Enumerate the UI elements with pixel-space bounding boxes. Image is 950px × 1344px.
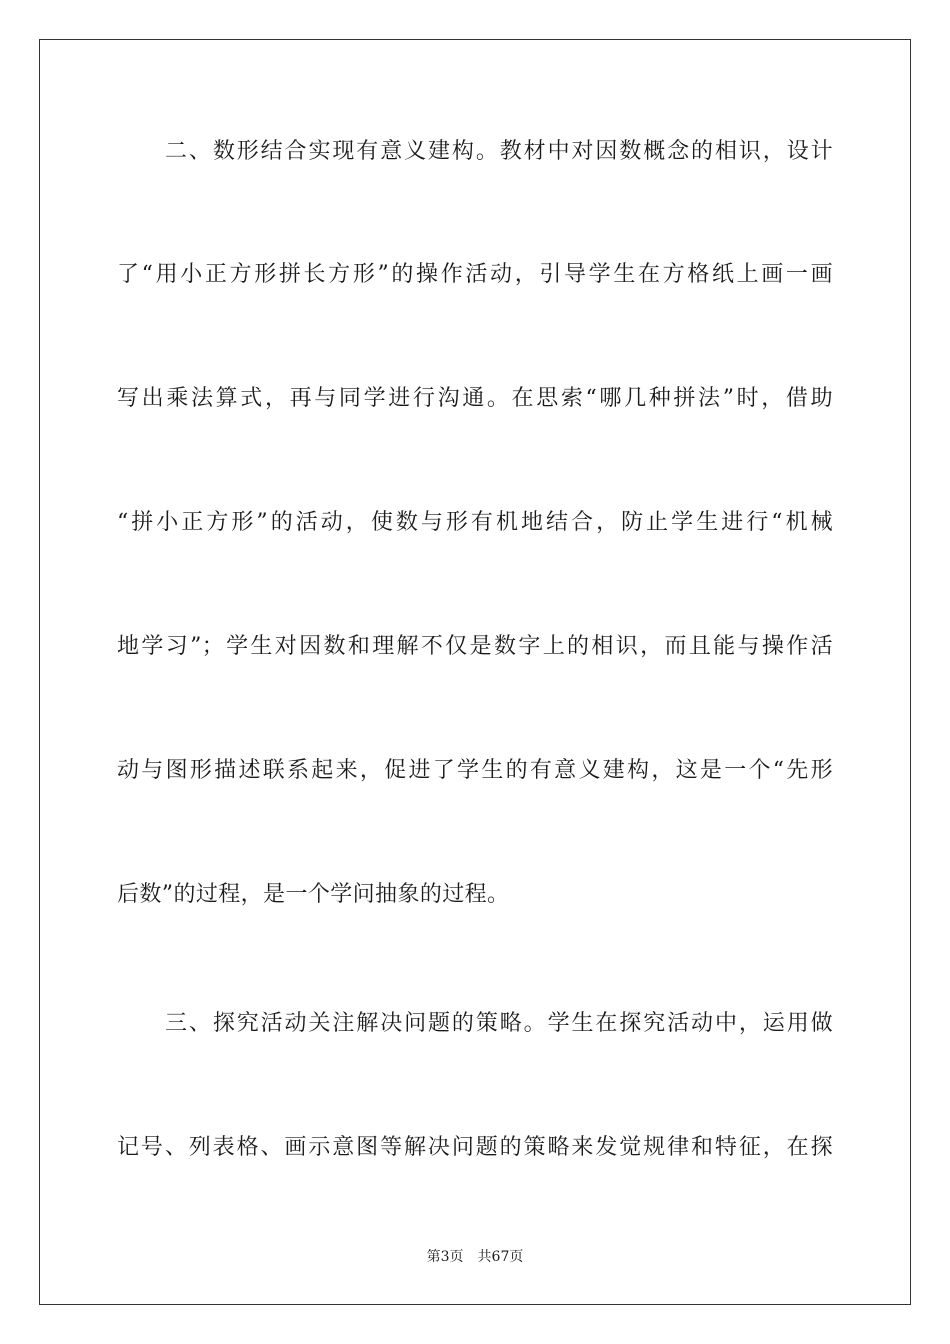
paragraph-1-line-7: 后数”的过程，是一个学问抽象的过程。 — [117, 882, 510, 907]
paragraph-2-line-1: 三、探究活动关注解决问题的策略。学生在探究活动中，运用做 — [165, 1011, 833, 1036]
page-footer — [0, 1247, 950, 1267]
paragraph-1-line-3: 写出乘法算式，再与同学进行沟通。在思索“哪几种拼法”时，借助 — [117, 386, 833, 411]
total-pages: 共67页 — [477, 1249, 524, 1265]
paragraph-1-line-5: 地学习”；学生对因数和理解不仅是数字上的相识，而且能与操作活 — [117, 634, 833, 659]
paragraph-2-line-2: 记号、列表格、画示意图等解决问题的策略来发觉规律和特征，在探 — [117, 1135, 833, 1160]
paragraph-1-line-2: 了“用小正方形拼长方形”的操作活动，引导学生在方格纸上画一画 — [117, 262, 833, 287]
page-number: 第3页 — [426, 1249, 464, 1265]
paragraph-1-line-4: “拼小正方形”的活动，使数与形有机地结合，防止学生进行“机械 — [117, 510, 833, 535]
paragraph-1-line-1: 二、数形结合实现有意义建构。教材中对因数概念的相识，设计 — [165, 139, 833, 164]
page-border — [39, 39, 911, 1305]
paragraph-1-line-6: 动与图形描述联系起来，促进了学生的有意义建构，这是一个“先形 — [117, 758, 833, 783]
